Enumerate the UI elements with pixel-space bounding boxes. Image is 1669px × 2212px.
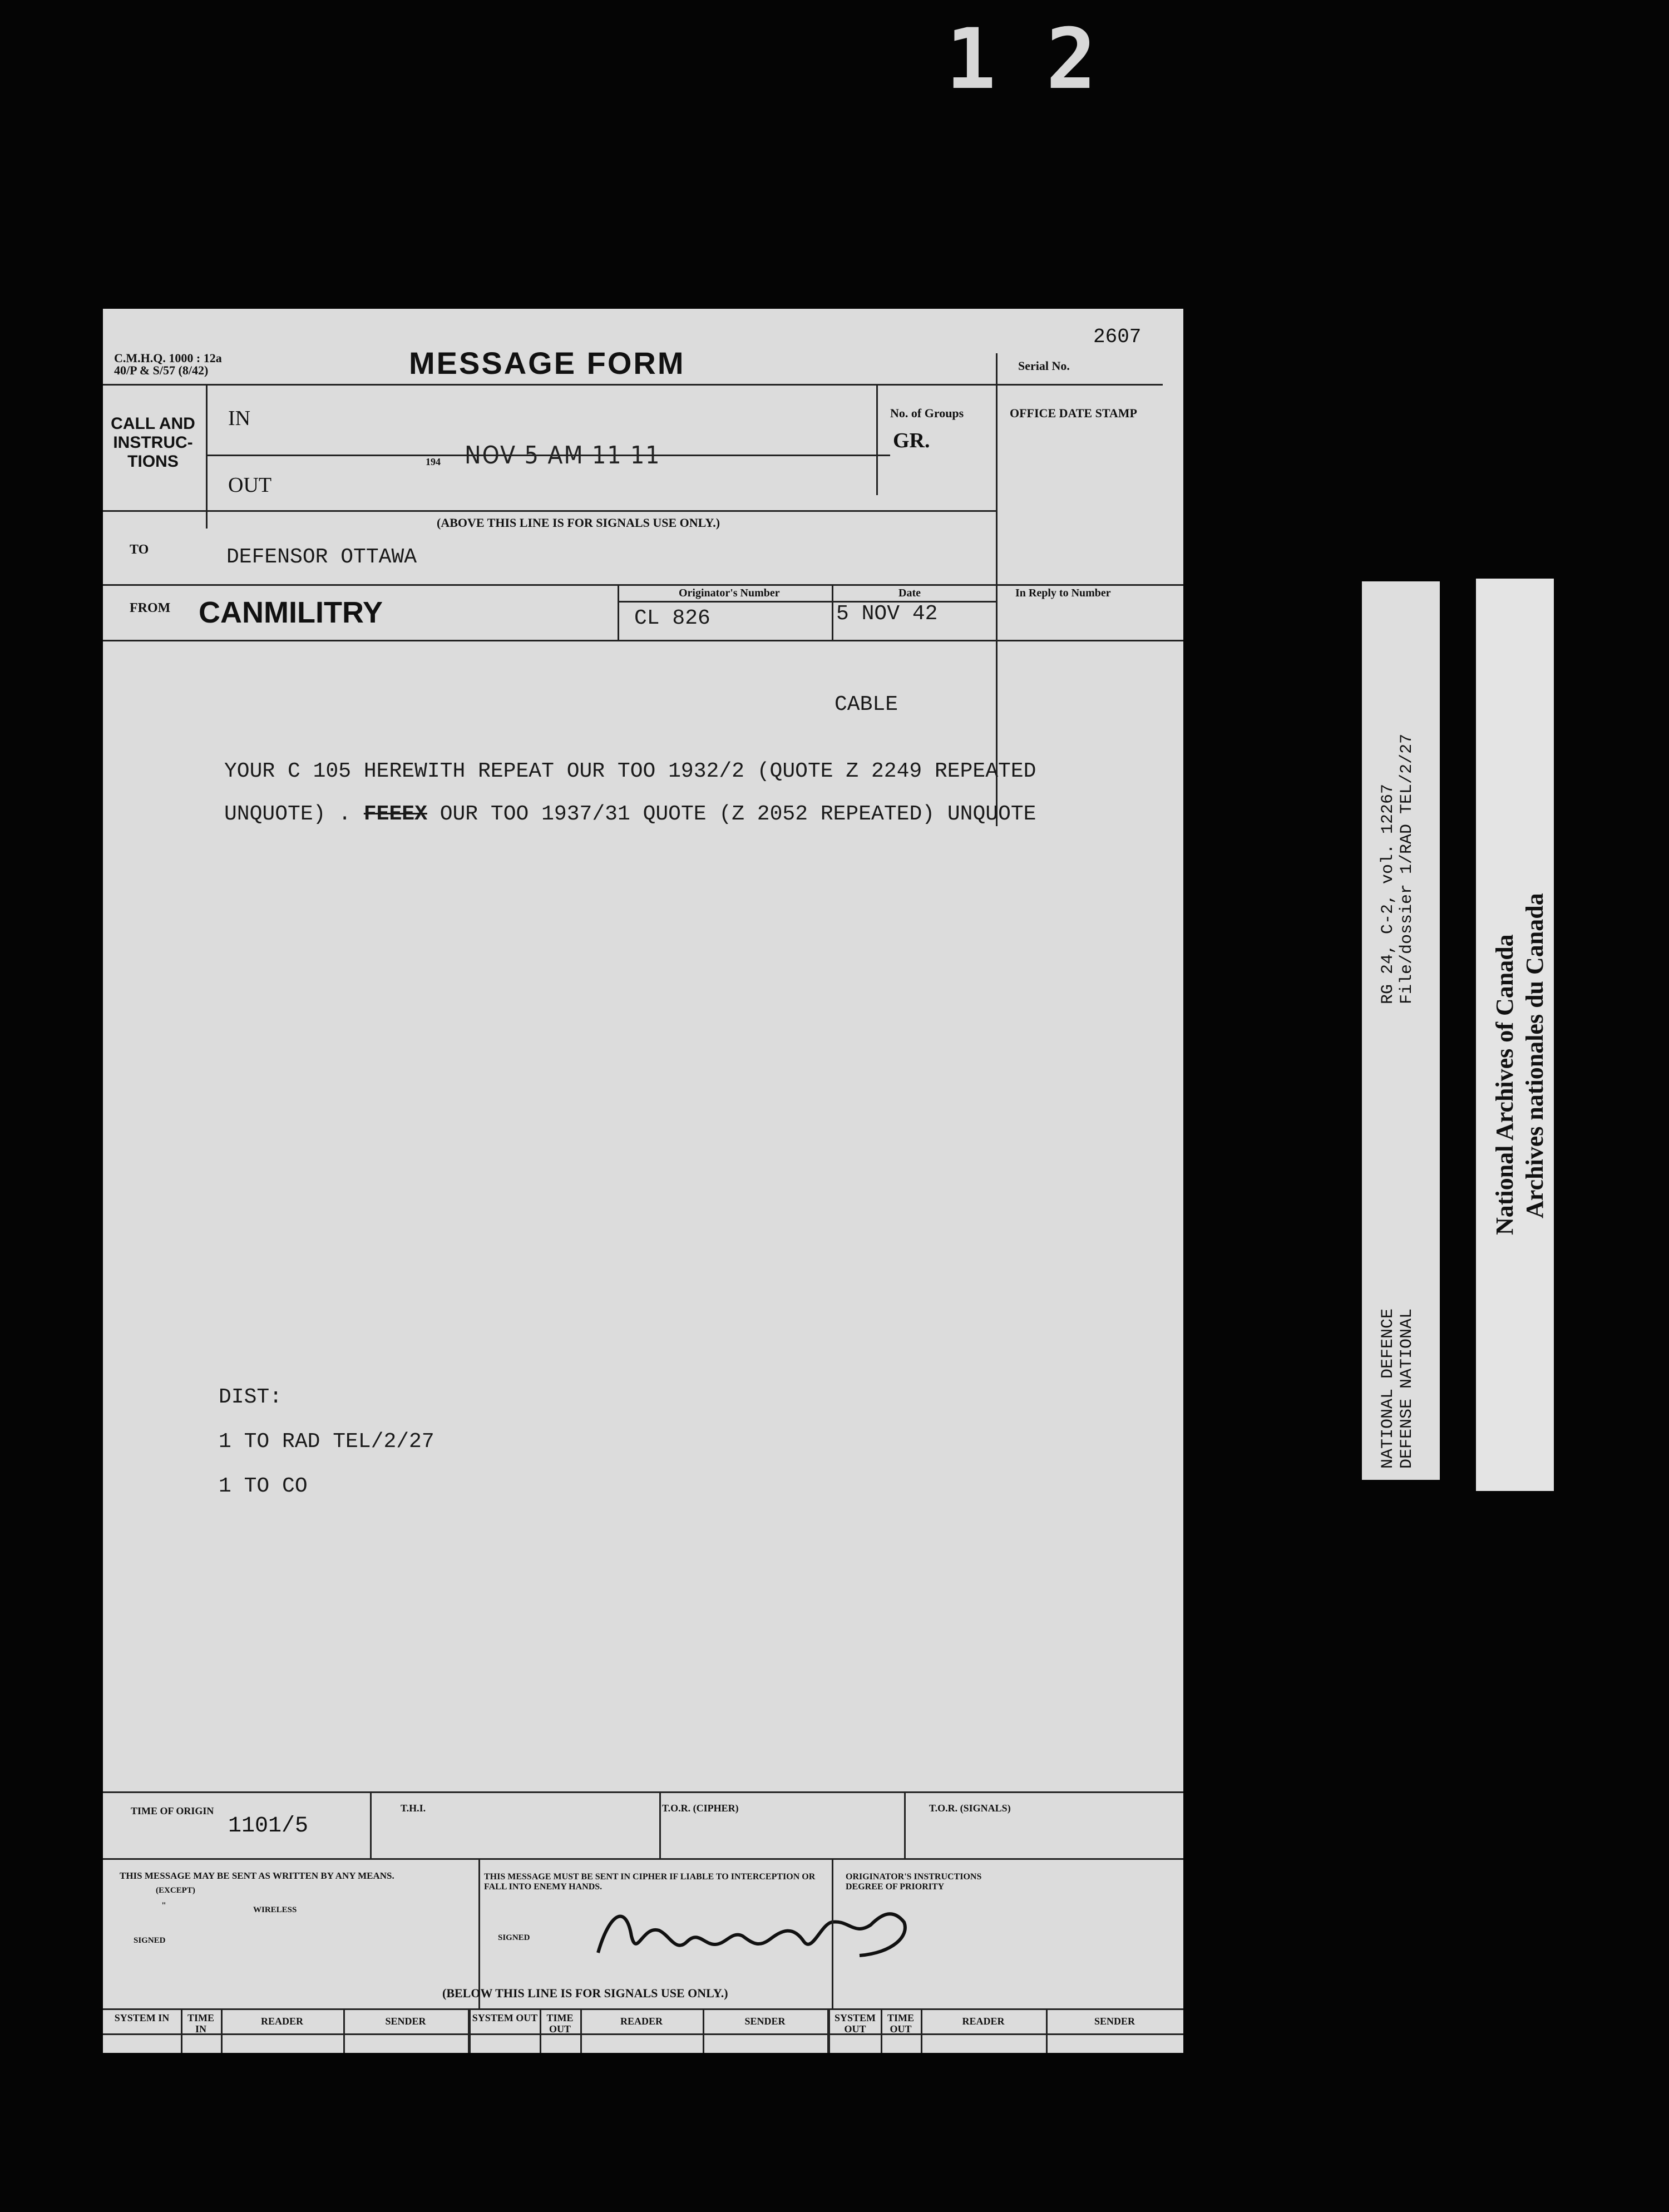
- archives-name-fr: Archives nationales du Canada: [1521, 893, 1548, 1218]
- dist-label: DIST:: [219, 1385, 283, 1409]
- log-col-reader-2: READER: [620, 2016, 663, 2027]
- received-stamp: NOV 5 AM 11 11: [465, 441, 661, 470]
- signed-label-right: SIGNED: [498, 1933, 530, 1942]
- log-col-system-out-1: SYSTEM OUT: [472, 2012, 538, 2023]
- log-col-time-out-2: TIME OUT: [887, 2012, 914, 2035]
- body-line-1: YOUR C 105 HEREWITH REPEAT OUR TOO 1932/2 (QUOTE Z 2249 REPEATED: [224, 759, 1036, 783]
- thi-label: T.H.I.: [401, 1803, 426, 1814]
- to-label: TO: [130, 542, 149, 557]
- film-frame-number: 12: [946, 11, 1147, 108]
- tor-cipher-label: T.O.R. (CIPHER): [662, 1803, 739, 1814]
- reference-line-2: File/dossier 1/RAD TEL/2/27: [1398, 733, 1416, 1004]
- log-col-sender-2: SENDER: [744, 2016, 786, 2027]
- out-label: OUT: [228, 473, 272, 497]
- archive-reference-strip: [1362, 581, 1440, 1480]
- message-form: [103, 309, 1183, 2053]
- written-label: THIS MESSAGE MAY BE SENT AS WRITTEN BY ANY MEANS.: [120, 1870, 394, 1881]
- to-value: DEFENSOR OTTAWA: [226, 545, 417, 569]
- body-header: CABLE: [834, 693, 898, 717]
- archive-reference: [1379, 734, 1416, 1004]
- signals-only-note-bottom: (BELOW THIS LINE IS FOR SIGNALS USE ONLY.): [442, 1986, 728, 2000]
- office-date-stamp-label: OFFICE DATE STAMP: [1010, 406, 1137, 420]
- log-col-reader-1: READER: [260, 2016, 303, 2027]
- log-col-time-out-1: TIME OUT: [546, 2012, 574, 2035]
- struck-text: FEEEX: [363, 802, 427, 826]
- form-code-line2: 40/P & S/57 (8/42): [114, 363, 209, 377]
- date-value: 5 NOV 42: [836, 602, 938, 626]
- call-instructions-label: CALL AND INSTRUC-TIONS: [111, 414, 195, 471]
- department-line-1: NATIONAL DEFENCE: [1379, 1308, 1398, 1469]
- body-line-2: [224, 802, 1036, 826]
- date-label: Date: [898, 587, 921, 599]
- cipher-label: THIS MESSAGE MUST BE SENT IN CIPHER IF LIABLE TO INTERCEPTION OR FALL INTO ENEMY HANDS.: [484, 1872, 816, 1892]
- body-line-2-start: UNQUOTE) .: [224, 802, 352, 826]
- originator-number-value: CL 826: [634, 606, 710, 630]
- archives-label-strip: [1476, 579, 1554, 1491]
- except-label: (EXCEPT): [156, 1886, 195, 1895]
- time-origin-value: 1101/5: [228, 1814, 309, 1839]
- signature: [592, 1892, 937, 1981]
- log-col-reader-3: READER: [962, 2016, 1005, 2027]
- originator-number-label: Originator's Number: [679, 587, 780, 599]
- log-col-system-in: SYSTEM IN: [114, 2012, 170, 2023]
- form-code-line1: C.M.H.Q. 1000 : 12a: [114, 351, 222, 365]
- orig-instr-label: ORIGINATOR'S INSTRUCTIONS: [846, 1872, 982, 1882]
- log-col-sender-3: SENDER: [1094, 2016, 1135, 2027]
- reply-number-label: In Reply to Number: [1015, 587, 1111, 599]
- form-title: MESSAGE FORM: [409, 345, 685, 381]
- archives-name-en: National Archives of Canada: [1491, 934, 1518, 1235]
- tor-signals-label: T.O.R. (SIGNALS): [929, 1803, 1011, 1814]
- from-label: FROM: [130, 601, 171, 615]
- log-col-time-in: TIME IN: [187, 2012, 214, 2035]
- wireless-label: WIRELESS: [253, 1905, 297, 1914]
- serial-number: 2607: [1093, 325, 1142, 348]
- department-name: [1379, 1309, 1416, 1469]
- groups-label: No. of Groups: [890, 406, 964, 420]
- stamp-prefix: 194: [426, 456, 441, 467]
- serial-label: Serial No.: [1018, 359, 1070, 373]
- originator-instructions: [846, 1872, 981, 1892]
- in-label: IN: [228, 407, 251, 430]
- ditto-marks: ": [161, 1901, 166, 1910]
- log-col-system-out-2: SYSTEM OUT: [834, 2012, 876, 2035]
- archives-name: [1490, 893, 1550, 1235]
- priority-label: DEGREE OF PRIORITY: [846, 1882, 945, 1892]
- body-line-2-end: OUR TOO 1937/31 QUOTE (Z 2052 REPEATED) UNQUOTE: [440, 802, 1036, 826]
- dist-item-1: 1 TO RAD TEL/2/27: [219, 1430, 434, 1454]
- groups-value: GR.: [893, 429, 930, 452]
- reference-line-1: RG 24, C-2, vol. 12267: [1379, 783, 1398, 1004]
- signals-only-note-top: (ABOVE THIS LINE IS FOR SIGNALS USE ONLY.): [437, 516, 720, 530]
- from-value: CANMILITRY: [199, 596, 383, 629]
- signed-label-left: SIGNED: [134, 1936, 166, 1945]
- department-line-2: DEFENSE NATIONAL: [1398, 1308, 1416, 1469]
- time-origin-label: TIME OF ORIGIN: [131, 1805, 214, 1816]
- dist-item-2: 1 TO CO: [219, 1474, 308, 1498]
- form-code: [114, 352, 222, 377]
- log-col-sender-1: SENDER: [385, 2016, 426, 2027]
